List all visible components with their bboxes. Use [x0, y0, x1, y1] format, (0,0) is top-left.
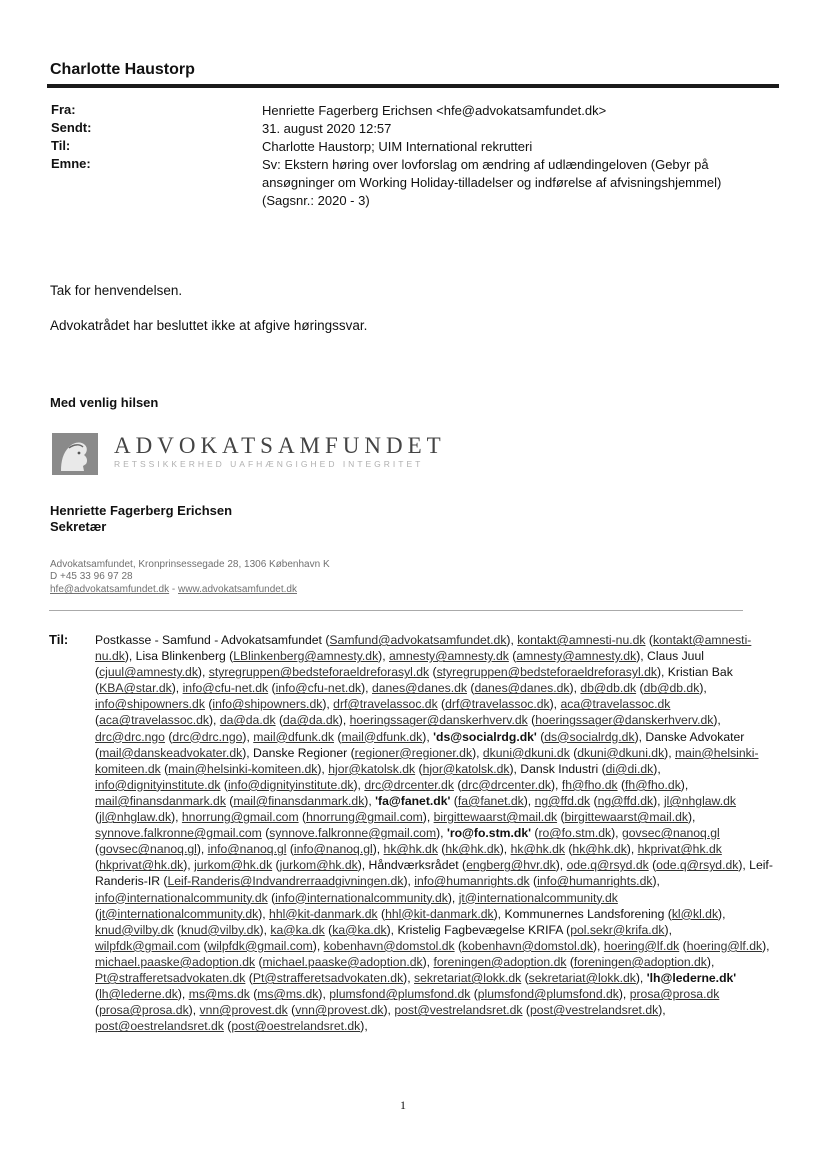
recipient-entry: Leif-Randeris-IR (Leif-Randeris@Indvandrerraadgivningen.dk), [95, 858, 773, 889]
recipient-name[interactable]: fh@fho.dk [561, 777, 618, 792]
recipient-entry: Danske Advokater (mail@danskeadvokater.dk), [95, 729, 745, 760]
recipient-entry: Kommunernes Landsforening (kl@kl.dk), [504, 906, 726, 921]
recipient-entry: Pt@strafferetsadvokaten.dk (Pt@strafferetsadvokaten.dk), [95, 970, 415, 985]
recipient-name: Lisa Blinkenberg [135, 649, 226, 664]
recipient-name[interactable]: hhl@kit-danmark.dk [269, 906, 378, 921]
recipient-name[interactable]: vnn@provest.dk [199, 1003, 288, 1018]
header-divider [47, 84, 779, 88]
recipient-entry: styregruppen@bedsteforaeldreforasyl.dk (styregruppen@bedsteforaeldreforasyl.dk), [208, 665, 668, 680]
recipient-email-link[interactable]: hkprivat@hk.dk [99, 858, 184, 873]
recipient-entry: Claus Juul (cjuul@amnesty.dk), [95, 649, 704, 680]
recipient-name[interactable]: Pt@strafferetsadvokaten.dk [95, 970, 246, 985]
closing-greeting: Med venlig hilsen [50, 395, 159, 410]
recipient-name: Leif-Randeris-IR [95, 858, 773, 889]
recipient-entry: amnesty@amnesty.dk (amnesty@amnesty.dk), [389, 649, 648, 664]
page-number: 1 [400, 1098, 406, 1112]
recipient-entry: hkprivat@hk.dk (hkprivat@hk.dk), [95, 842, 722, 873]
recipient-email-link[interactable]: di@di.dk [605, 761, 654, 776]
recipient-email-link[interactable]: engberg@hvr.dk [466, 858, 556, 873]
recipient-entry: Kristelig Fagbevægelse KRIFA (pol.sekr@krifa.dk), [397, 922, 672, 937]
from-label: Fra: [51, 102, 76, 117]
recipient-name: Claus Juul [647, 649, 704, 664]
recipient-email-link[interactable]: birgittewaarst@mail.dk [564, 810, 688, 825]
recipient-entry: post@vestrelandsret.dk (post@vestrelandsret.dk), [394, 1003, 666, 1018]
recipient-entry: 'ro@fo.stm.dk' (ro@fo.stm.dk), [446, 826, 622, 841]
recipient-name[interactable]: mail@finansdanmark.dk [95, 793, 226, 808]
recipient-email-link[interactable]: jt@internationalcommunity.dk [99, 906, 259, 921]
recipient-name[interactable]: ka@ka.dk [270, 922, 325, 937]
recipient-email-link[interactable]: da@da.dk [283, 713, 339, 728]
recipient-email-link[interactable]: kl@kl.dk [671, 906, 719, 921]
recipient-name[interactable]: info@nanoq.gl [207, 842, 287, 857]
recipient-entry: ka@ka.dk (ka@ka.dk), [270, 922, 398, 937]
logo-wordmark: ADVOKATSAMFUNDET [114, 433, 446, 458]
recipient-entry: hhl@kit-danmark.dk (hhl@kit-danmark.dk), [269, 906, 505, 921]
recipient-entry: govsec@nanoq.gl (govsec@nanoq.gl), [95, 826, 720, 857]
recipient-name[interactable]: govsec@nanoq.gl [621, 826, 720, 841]
recipient-email-link[interactable]: post@vestrelandsret.dk [529, 1003, 659, 1018]
mailbox-owner-name: Charlotte Haustorp [50, 61, 195, 78]
recipient-name: 'ro@fo.stm.dk' [446, 826, 531, 841]
recipient-email-link[interactable]: dkuni@dkuni.dk [577, 745, 665, 760]
recipient-email-link[interactable]: info@dignityinstitute.dk [227, 777, 354, 792]
recipient-name[interactable]: hk@hk.dk [383, 842, 438, 857]
recipient-name[interactable]: post@vestrelandsret.dk [394, 1003, 523, 1018]
recipient-email-link[interactable]: hjor@katolsk.dk [422, 761, 510, 776]
recipient-name: Postkasse - Samfund - Advokatsamfundet [95, 633, 322, 647]
recipient-entry: hjor@katolsk.dk (hjor@katolsk.dk), [328, 761, 521, 776]
recipient-email-link[interactable]: govsec@nanoq.gl [99, 842, 197, 857]
recipient-email-link[interactable]: main@helsinki-komiteen.dk [168, 761, 318, 776]
recipient-email-link[interactable]: michael.paaske@adoption.dk [262, 954, 423, 969]
recipient-email-link[interactable]: mail@dfunk.dk [341, 729, 423, 744]
recipient-email-link[interactable]: pol.sekr@krifa.dk [570, 922, 665, 937]
recipient-entry: ode.q@rsyd.dk (ode.q@rsyd.dk), [566, 858, 750, 873]
recipient-email-link[interactable]: vnn@provest.dk [295, 1003, 384, 1018]
recipient-entry: info@dignityinstitute.dk (info@dignityinstitute.dk), [95, 777, 365, 792]
subject-label: Emne: [51, 156, 91, 171]
recipient-entry: sekretariat@lokk.dk (sekretariat@lokk.dk), [414, 970, 647, 985]
recipient-name[interactable]: wilpfdk@gmail.com [95, 938, 201, 953]
recipient-email-link[interactable]: ng@ffd.dk [597, 793, 654, 808]
recipient-entry: birgittewaarst@mail.dk (birgittewaarst@mail.dk), [433, 810, 696, 825]
recipient-name[interactable]: info@shipowners.dk [95, 697, 205, 712]
recipient-name[interactable]: hnorrung@gmail.com [181, 810, 299, 825]
recipient-entry: main@helsinki-komiteen.dk (main@helsinki-komiteen.dk), [95, 745, 759, 776]
recipient-entry: 'lh@lederne.dk' (lh@lederne.dk), [95, 970, 737, 1002]
signature-phone: D +45 33 96 97 28 [50, 571, 133, 582]
recipient-name[interactable]: info@internationalcommunity.dk [95, 890, 268, 905]
recipient-name[interactable]: michael.paaske@adoption.dk [95, 954, 256, 969]
recipient-email-link[interactable]: hoering@lf.dk [686, 938, 763, 953]
recipient-email-link[interactable]: styregruppen@bedsteforaeldreforasyl.dk [436, 665, 657, 680]
recipient-email-link[interactable]: kontakt@amnesti-nu.dk [95, 633, 752, 664]
recipient-email-link[interactable]: ka@ka.dk [332, 922, 387, 937]
recipient-entry: mail@dfunk.dk (mail@dfunk.dk), [253, 729, 434, 744]
recipient-name[interactable]: birgittewaarst@mail.dk [433, 810, 558, 825]
recipient-name[interactable]: kobenhavn@domstol.dk [323, 938, 455, 953]
recipient-name: 'ds@socialrdg.dk' [433, 729, 537, 744]
recipient-name[interactable]: hkprivat@hk.dk [637, 842, 722, 857]
recipient-email-link[interactable]: ro@fo.stm.dk [538, 826, 612, 841]
recipient-name[interactable]: knud@vilby.dk [95, 922, 174, 937]
signature-contact-links [50, 584, 297, 595]
recipient-entry: vnn@provest.dk (vnn@provest.dk), [199, 1003, 395, 1018]
recipient-email-link[interactable]: hnorrung@gmail.com [306, 810, 423, 825]
recipient-email-link[interactable]: drc@drcenter.dk [461, 777, 551, 792]
recipient-name: Dansk Industri [520, 761, 599, 776]
recipient-entry: Dansk Industri (di@di.dk), [520, 761, 661, 776]
signature-title: Sekretær [50, 519, 107, 534]
recipient-entry: info@internationalcommunity.dk (info@internationalcommunity.dk), [95, 890, 459, 905]
signature-address: Advokatsamfundet, Kronprinsessegade 28, 1306 København K [50, 559, 330, 570]
recipient-entry: info@shipowners.dk (info@shipowners.dk), [95, 697, 334, 712]
recipient-name[interactable]: danes@danes.dk [371, 681, 468, 696]
recipient-entry: ms@ms.dk (ms@ms.dk), [188, 987, 330, 1002]
subject-line-2: ansøgninger om Working Holiday-tilladelser og indførelse af afvisningshjemmel) [262, 175, 722, 190]
to-label: Til: [51, 138, 71, 153]
recipient-email-link[interactable]: Leif-Randeris@Indvandrerraadgivningen.dk [167, 874, 404, 889]
recipient-email-link[interactable]: fa@fanet.dk [457, 793, 524, 808]
signature-email-link[interactable]: hfe@advokatsamfundet.dk [50, 584, 170, 595]
recipient-name[interactable]: db@db.dk [580, 681, 637, 696]
recipient-name[interactable]: info@humanrights.dk [414, 874, 530, 889]
recipient-name: 'lh@lederne.dk' [646, 970, 737, 985]
recipient-email-link[interactable]: hoeringssager@danskerhverv.dk [535, 713, 714, 728]
subject-line-3: (Sagsnr.: 2020 - 3) [262, 193, 370, 208]
recipient-name[interactable]: synnove.falkronne@gmail.com [95, 826, 262, 841]
recipient-entry: wilpfdk@gmail.com (wilpfdk@gmail.com), [95, 938, 324, 953]
recipient-entry: danes@danes.dk (danes@danes.dk), [371, 681, 581, 696]
recipient-name[interactable]: ng@ffd.dk [534, 793, 591, 808]
signature-web-link[interactable]: www.advokatsamfundet.dk [178, 584, 297, 595]
recipient-entry: info@cfu-net.dk (info@cfu-net.dk), [182, 681, 372, 696]
recipient-name: Håndværksrådet [368, 858, 459, 873]
recipient-email-link[interactable]: sekretariat@lokk.dk [528, 970, 636, 985]
recipient-entry: synnove.falkronne@gmail.com (synnove.falkronne@gmail.com), [95, 826, 447, 841]
recipient-entry: Håndværksrådet (engberg@hvr.dk), [368, 858, 567, 873]
recipient-email-link[interactable]: lh@lederne.dk [99, 987, 178, 1002]
contact-separator: - [169, 584, 179, 595]
recipient-email-link[interactable]: amnesty@amnesty.dk [516, 649, 637, 664]
recipient-email-link[interactable]: synnove.falkronne@gmail.com [269, 826, 437, 841]
recipient-email-link[interactable]: danes@danes.dk [474, 681, 570, 696]
recipient-email-link[interactable]: jurkom@hk.dk [279, 858, 358, 873]
recipient-email-link[interactable]: prosa@prosa.dk [99, 1003, 189, 1018]
recipient-name: Kommunernes Landsforening [504, 906, 665, 921]
recipient-name[interactable]: foreningen@adoption.dk [433, 954, 567, 969]
recipient-name: Kristian Bak [667, 665, 733, 680]
body-paragraph-1: Tak for henvendelsen. [50, 283, 183, 298]
recipient-name[interactable]: ode.q@rsyd.dk [566, 858, 649, 873]
recipient-entry: drc@drcenter.dk (drc@drcenter.dk), [364, 777, 562, 792]
recipient-entry: hnorrung@gmail.com (hnorrung@gmail.com), [181, 810, 434, 825]
recipient-entry: fh@fho.dk (fh@fho.dk), [561, 777, 689, 792]
recipient-email-link[interactable]: LBlinkenberg@amnesty.dk [233, 649, 379, 664]
recipient-entry: hoeringssager@danskerhverv.dk (hoeringssager@danskerhverv.dk), [349, 713, 721, 728]
recipient-entry: 'ds@socialrdg.dk' (ds@socialrdg.dk), [433, 729, 646, 744]
recipient-entry: knud@vilby.dk (knud@vilby.dk), [95, 922, 271, 937]
recipient-name[interactable]: mail@dfunk.dk [253, 729, 335, 744]
advokatsamfundet-logo-icon [52, 433, 98, 475]
recipient-entry: michael.paaske@adoption.dk (michael.paaske@adoption.dk), [95, 954, 434, 969]
recipient-entry: dkuni@dkuni.dk (dkuni@dkuni.dk), [482, 745, 676, 760]
recipient-entry: ng@ffd.dk (ng@ffd.dk), [534, 793, 664, 808]
recipient-name[interactable]: main@helsinki-komiteen.dk [95, 745, 759, 776]
recipient-entry: hk@hk.dk (hk@hk.dk), [510, 842, 638, 857]
recipients-list [95, 632, 775, 1034]
recipient-email-link[interactable]: db@db.dk [643, 681, 700, 696]
recipient-email-link[interactable]: info@internationalcommunity.dk [275, 890, 448, 905]
recipient-entry: db@db.dk (db@db.dk), [580, 681, 707, 696]
recipient-entry: jt@internationalcommunity.dk (jt@internationalcommunity.dk), [95, 890, 618, 921]
recipient-name[interactable]: hoeringssager@danskerhverv.dk [349, 713, 528, 728]
recipient-email-link[interactable]: foreningen@adoption.dk [573, 954, 707, 969]
recipient-email-link[interactable]: info@shipowners.dk [212, 697, 323, 712]
recipient-name[interactable]: styregruppen@bedsteforaeldreforasyl.dk [208, 665, 430, 680]
recipient-name[interactable]: drc@drc.ngo [95, 729, 165, 744]
recipient-entry: drf@travelassoc.dk (drf@travelassoc.dk), [333, 697, 561, 712]
recipient-entry: plumsfond@plumsfond.dk (plumsfond@plumsfond.dk), [329, 987, 630, 1002]
sent-label: Sendt: [51, 120, 92, 135]
recipient-name[interactable]: sekretariat@lokk.dk [414, 970, 522, 985]
recipient-name[interactable]: drc@drcenter.dk [364, 777, 454, 792]
recipient-entry: 'fa@fanet.dk' (fa@fanet.dk), [375, 793, 535, 808]
recipient-name[interactable]: jl@nhglaw.dk [663, 793, 736, 808]
recipient-email-link[interactable]: hk@hk.dk [445, 842, 500, 857]
subject-value [262, 156, 772, 210]
recipient-entry: jurkom@hk.dk (jurkom@hk.dk), [194, 858, 369, 873]
body-paragraph-2: Advokatrådet har besluttet ikke at afgive høringssvar. [50, 318, 368, 333]
recipient-entry: da@da.dk (da@da.dk), [219, 713, 350, 728]
recipient-name[interactable]: kontakt@amnesti-nu.dk [517, 633, 646, 647]
recipient-name[interactable]: aca@travelassoc.dk [560, 697, 671, 712]
recipient-email-link[interactable]: ms@ms.dk [257, 987, 319, 1002]
sent-value: 31. august 2020 12:57 [262, 121, 392, 136]
recipient-email-link[interactable]: info@humanrights.dk [537, 874, 653, 889]
recipient-name[interactable]: jurkom@hk.dk [194, 858, 273, 873]
recipient-entry: drc@drc.ngo (drc@drc.ngo), [95, 729, 254, 744]
recipient-email-link[interactable]: knud@vilby.dk [181, 922, 260, 937]
recipient-entry: kontakt@amnesti-nu.dk (kontakt@amnesti-nu.dk), [95, 633, 752, 664]
recipient-email-link[interactable]: Pt@strafferetsadvokaten.dk [252, 970, 404, 985]
recipient-name[interactable]: hoering@lf.dk [603, 938, 680, 953]
recipient-entry: Lisa Blinkenberg (LBlinkenberg@amnesty.dk), [135, 649, 390, 664]
recipient-email-link[interactable]: regioner@regioner.dk [354, 745, 473, 760]
recipient-email-link[interactable]: drf@travelassoc.dk [445, 697, 550, 712]
recipient-email-link[interactable]: hhl@kit-danmark.dk [385, 906, 494, 921]
recipient-entry: mail@finansdanmark.dk (mail@finansdanmark.dk), [95, 793, 376, 808]
recipient-email-link[interactable]: wilpfdk@gmail.com [207, 938, 313, 953]
recipient-email-link[interactable]: info@cfu-net.dk [275, 681, 362, 696]
recipient-entry: prosa@prosa.dk (prosa@prosa.dk), [95, 987, 720, 1018]
recipient-entry: foreningen@adoption.dk (foreningen@adoption.dk), [433, 954, 715, 969]
recipient-email-link[interactable]: jl@nhglaw.dk [99, 810, 172, 825]
recipient-email-link[interactable]: cjuul@amnesty.dk [99, 665, 198, 680]
recipient-email-link[interactable]: mail@finansdanmark.dk [233, 793, 365, 808]
recipient-name[interactable]: drf@travelassoc.dk [333, 697, 438, 712]
recipient-name[interactable]: ms@ms.dk [188, 987, 250, 1002]
recipient-email-link[interactable]: drc@drc.ngo [172, 729, 243, 744]
recipient-name[interactable]: hjor@katolsk.dk [328, 761, 416, 776]
recipient-email-link[interactable]: Samfund@advokatsamfundet.dk [329, 633, 507, 647]
subject-line-1: Sv: Ekstern høring over lovforslag om ændring af udlændingeloven (Gebyr på [262, 157, 709, 172]
signature-name: Henriette Fagerberg Erichsen [50, 503, 233, 518]
logo-tagline: RETSSIKKERHED UAFHÆNGIGHED INTEGRITET [114, 459, 424, 469]
recipient-name[interactable]: plumsfond@plumsfond.dk [329, 987, 471, 1002]
recipients-label: Til: [49, 632, 69, 647]
recipient-name[interactable]: prosa@prosa.dk [629, 987, 720, 1002]
recipient-email-link[interactable]: ds@socialrdg.dk [544, 729, 635, 744]
recipient-email-link[interactable]: ode.q@rsyd.dk [656, 858, 739, 873]
recipient-entry: Kristian Bak (KBA@star.dk), [95, 665, 733, 696]
recipient-entry: info@nanoq.gl (info@nanoq.gl), [207, 842, 384, 857]
recipient-email-link[interactable]: post@oestrelandsret.dk [231, 1019, 361, 1034]
recipient-email-link[interactable]: mail@danskeadvokater.dk [99, 745, 243, 760]
recipient-name[interactable]: info@cfu-net.dk [182, 681, 269, 696]
recipient-entry: aca@travelassoc.dk (aca@travelassoc.dk), [95, 697, 671, 728]
recipient-email-link[interactable]: plumsfond@plumsfond.dk [477, 987, 619, 1002]
recipient-name: Danske Advokater [645, 729, 745, 744]
recipient-entry: info@humanrights.dk (info@humanrights.dk), [414, 874, 660, 889]
recipient-email-link[interactable]: kobenhavn@domstol.dk [462, 938, 593, 953]
recipient-name[interactable]: dkuni@dkuni.dk [482, 745, 570, 760]
to-value: Charlotte Haustorp; UIM International rekrutteri [262, 139, 533, 154]
recipient-entry: post@oestrelandsret.dk (post@oestrelandsret.dk), [95, 1019, 368, 1034]
recipient-entry: hoering@lf.dk (hoering@lf.dk), [603, 938, 770, 953]
recipient-name[interactable]: info@dignityinstitute.dk [95, 777, 221, 792]
recipient-name[interactable]: da@da.dk [219, 713, 276, 728]
recipient-entry: kobenhavn@domstol.dk (kobenhavn@domstol.dk), [323, 938, 604, 953]
recipient-name[interactable]: hk@hk.dk [510, 842, 565, 857]
recipient-email-link[interactable]: fh@fho.dk [625, 777, 681, 792]
from-value: Henriette Fagerberg Erichsen <hfe@advokatsamfundet.dk> [262, 103, 607, 118]
recipient-email-link[interactable]: aca@travelassoc.dk [99, 713, 209, 728]
recipient-entry: Postkasse - Samfund - Advokatsamfundet (Samfund@advokatsamfundet.dk), [95, 633, 518, 647]
recipient-name[interactable]: amnesty@amnesty.dk [389, 649, 509, 664]
recipient-name[interactable]: jt@internationalcommunity.dk [458, 890, 618, 905]
recipient-entry: Danske Regioner (regioner@regioner.dk), [253, 745, 483, 760]
recipient-email-link[interactable]: hk@hk.dk [572, 842, 627, 857]
recipient-name[interactable]: post@oestrelandsret.dk [95, 1019, 224, 1034]
signature-divider [49, 610, 743, 611]
recipient-name: Danske Regioner [253, 745, 348, 760]
recipient-name: Kristelig Fagbevægelse KRIFA [397, 922, 563, 937]
recipient-email-link[interactable]: info@nanoq.gl [293, 842, 373, 857]
recipient-email-link[interactable]: KBA@star.dk [99, 681, 172, 696]
recipient-entry: hk@hk.dk (hk@hk.dk), [383, 842, 511, 857]
recipient-entry: jl@nhglaw.dk (jl@nhglaw.dk), [95, 793, 736, 825]
recipient-name: 'fa@fanet.dk' [375, 793, 451, 808]
